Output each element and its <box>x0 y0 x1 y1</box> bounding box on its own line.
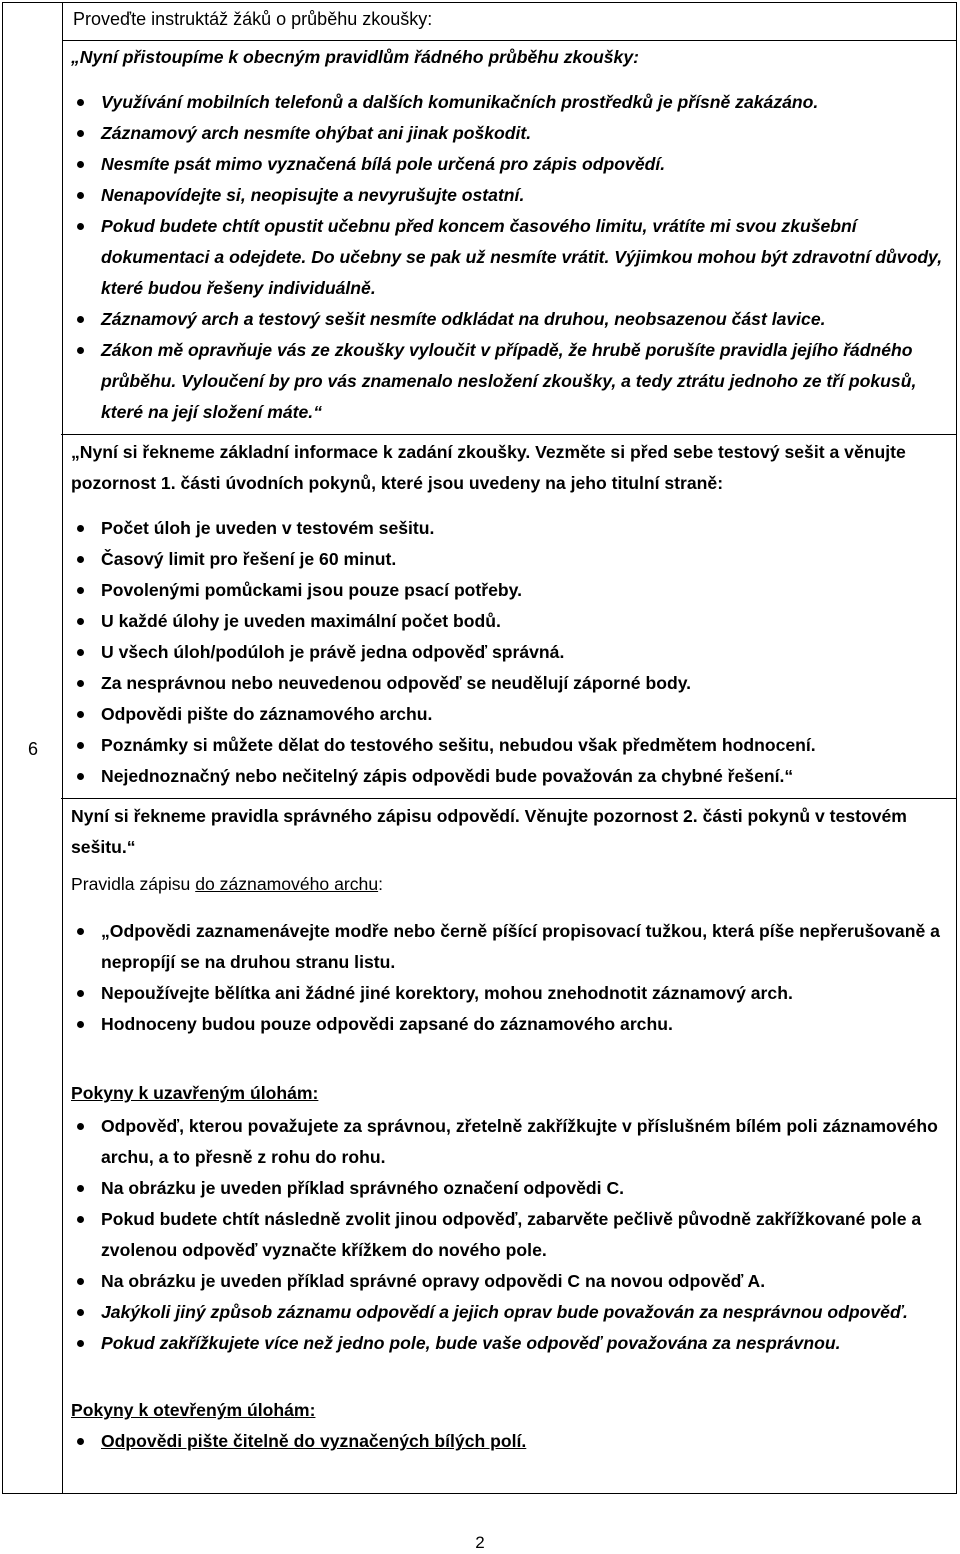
list-item: Záznamový arch nesmíte ohýbat ani jinak poškodit. <box>71 118 946 149</box>
bullet-icon <box>77 1185 84 1192</box>
list-item: U všech úloh/podúloh je právě jedna odpověď správná. <box>71 637 946 668</box>
list-item: Hodnoceny budou pouze odpovědi zapsané do záznamového archu. <box>71 1009 946 1040</box>
section3-list <box>71 916 946 1040</box>
list-item: Nepoužívejte bělítka ani žádné jiné korektory, mohou znehodnotit záznamový arch. <box>71 978 946 1009</box>
bullet-icon <box>77 928 84 935</box>
list-item: Záznamový arch a testový sešit nesmíte odkládat na druhou, neobsazenou část lavice. <box>71 304 946 335</box>
bullet-icon <box>77 130 84 137</box>
list-item: U každé úlohy je uveden maximální počet bodů. <box>71 606 946 637</box>
section5-list <box>71 1426 946 1457</box>
list-item: Odpovědi pište do záznamového archu. <box>71 699 946 730</box>
section3-heading: Nyní si řekneme pravidla správného zápisu odpovědí. Věnujte pozornost 2. části pokynů v testovém sešitu.“ <box>71 806 907 857</box>
list-item: Nejednoznačný nebo nečitelný zápis odpovědi bude považován za chybné řešení.“ <box>71 761 946 792</box>
list-item: Časový limit pro řešení je 60 minut. <box>71 544 946 575</box>
bullet-icon <box>77 525 84 532</box>
bullet-icon <box>77 1340 84 1347</box>
divider <box>61 434 956 435</box>
bullet-icon <box>77 711 84 718</box>
bullet-icon <box>77 1123 84 1130</box>
page-number: 2 <box>475 1533 485 1552</box>
bullet-icon <box>77 223 84 230</box>
bullet-icon <box>77 556 84 563</box>
bullet-icon <box>77 99 84 106</box>
list-item: Pokud zakřížkujete více než jedno pole, bude vaše odpověď považována za nesprávnou. <box>71 1328 946 1359</box>
instruction-header: Proveďte instruktáž žáků o průběhu zkoušky: <box>73 9 433 29</box>
bullet-icon <box>77 649 84 656</box>
bullet-icon <box>77 1021 84 1028</box>
section3-subheading: Pravidla zápisu do záznamového archu: <box>71 874 383 894</box>
bullet-icon <box>77 192 84 199</box>
bullet-icon <box>77 1278 84 1285</box>
list-item: Pokud budete chtít následně zvolit jinou odpověď, zabarvěte pečlivě původně zakřížkované pole a zvolenou odpověď vyznačte křížkem do nového pole. <box>71 1204 946 1266</box>
bullet-icon <box>77 618 84 625</box>
bullet-icon <box>77 1309 84 1316</box>
bullet-icon <box>77 773 84 780</box>
bullet-icon <box>77 587 84 594</box>
list-item: Jakýkoli jiný způsob záznamu odpovědí a jejich oprav bude považován za nesprávnou odpověď. <box>71 1297 946 1328</box>
list-item: Za nesprávnou nebo neuvedenou odpověď se neudělují záporné body. <box>71 668 946 699</box>
bullet-icon <box>77 990 84 997</box>
bullet-icon <box>77 316 84 323</box>
list-item: Zákon mě opravňuje vás ze zkoušky vyloučit v případě, že hrubě porušíte pravidla jejího řádného průběhu. Vyloučení by pro vás znamenalo nesložení zkoušky, a tedy ztrátu jednoho ze tří pokusů, které na její složení máte.“ <box>71 335 946 428</box>
bullet-icon <box>77 1216 84 1223</box>
list-item: Odpovědi pište čitelně do vyznačených bílých polí. <box>71 1426 946 1457</box>
divider <box>61 798 956 799</box>
section4-heading: Pokyny k uzavřeným úlohám: <box>71 1083 319 1103</box>
list-item: Nesmíte psát mimo vyznačená bílá pole určená pro zápis odpovědí. <box>71 149 946 180</box>
list-item: Na obrázku je uveden příklad správné opravy odpovědi C na novou odpověď A. <box>71 1266 946 1297</box>
list-item: Odpověď, kterou považujete za správnou, zřetelně zakřížkujte v příslušném bílém poli záznamového archu, a to přesně z rohu do rohu. <box>71 1111 946 1173</box>
list-item: Využívání mobilních telefonů a dalších komunikačních prostředků je přísně zakázáno. <box>71 87 946 118</box>
bullet-icon <box>77 1438 84 1445</box>
bullet-icon <box>77 161 84 168</box>
instruction-content <box>71 42 946 1457</box>
section5-heading: Pokyny k otevřeným úlohám: <box>71 1400 316 1420</box>
section2-heading: „Nyní si řekneme základní informace k zadání zkoušky. Vezměte si před sebe testový sešit a věnujte pozornost 1. části úvodních pokynů, které jsou uvedeny na jeho titulní straně: <box>71 442 906 493</box>
bullet-icon <box>77 742 84 749</box>
list-item: Pokud budete chtít opustit učebnu před koncem časového limitu, vrátíte mi svou zkušební dokumentaci a odejdete. Do učebny se pak už nesmíte vrátit. Výjimkou mohou být zdravotní důvody, které budou řešeny individuálně. <box>71 211 946 304</box>
list-item: Nenapovídejte si, neopisujte a nevyrušujte ostatní. <box>71 180 946 211</box>
list-item: Počet úloh je uveden v testovém sešitu. <box>71 513 946 544</box>
bullet-icon <box>77 347 84 354</box>
row-number-column <box>3 3 63 1493</box>
row-number: 6 <box>27 739 38 759</box>
list-item: „Odpovědi zaznamenávejte modře nebo černě píšící propisovací tužkou, která píše nepřerušovaně a nepropíjí se na druhou stranu listu. <box>71 916 946 978</box>
list-item: Poznámky si můžete dělat do testového sešitu, nebudou však předmětem hodnocení. <box>71 730 946 761</box>
section1-heading: „Nyní přistoupíme k obecným pravidlům řádného průběhu zkoušky: <box>71 47 639 67</box>
section4-list <box>71 1111 946 1359</box>
section1-list <box>71 87 946 428</box>
instruction-header-row <box>63 3 956 41</box>
bullet-icon <box>77 680 84 687</box>
list-item: Povolenými pomůckami jsou pouze psací potřeby. <box>71 575 946 606</box>
section2-list <box>71 513 946 792</box>
list-item: Na obrázku je uveden příklad správného označení odpovědi C. <box>71 1173 946 1204</box>
